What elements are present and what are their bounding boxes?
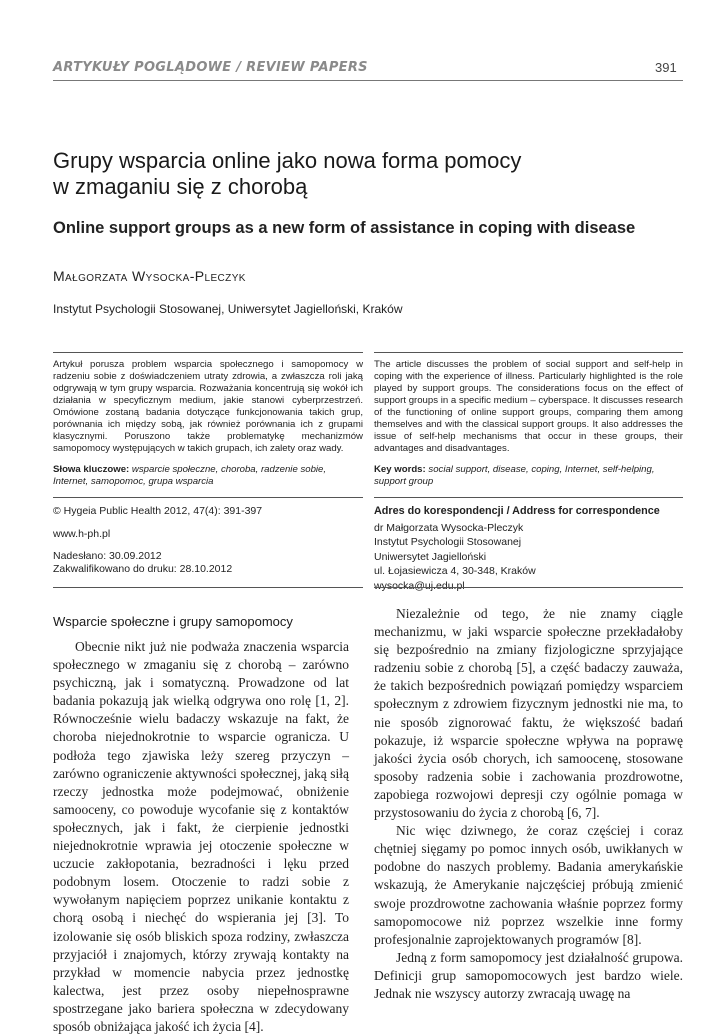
date-sent: Nadesłano: 30.09.2012 — [53, 550, 162, 562]
date-accepted: Zakwalifikowano do druku: 28.10.2012 — [53, 563, 233, 575]
keywords-en-list: social support, disease, coping, Internet, self-helping, support group — [374, 464, 655, 487]
body-column-left — [53, 638, 349, 1036]
correspondence-line: dr Małgorzata Wysocka-Pleczyk — [374, 522, 524, 534]
abstract-pl: Artykuł porusza problem wsparcia społecznego i samopomocy w radzeniu sobie z doświadczeniem utraty zdrowia, a zwłaszcza roli jaką odgrywają w tym grupy wsparcia. Rozważania koncentrują się wokół ich działania w specyficznym medium, jakie stanowi cyberprzestrzeń. Omówione zostaną badania dotyczące funkcjonowania takich grup, porównania ich między sobą, jak również porównania ich z grupami klasycznymi. Poruszono także problematykę mechanizmów samopomocy występujących w takich grupach, ich zalety oraz wady. — [53, 359, 363, 454]
body-paragraph: Jedną z form samopomocy jest działalność grupowa. Definicji grup samopomocowych jest bardzo wiele. Jednak nie wszyscy autorzy zwracają uwagę na — [374, 949, 683, 1001]
header-divider — [53, 80, 683, 81]
section-heading: Wsparcie społeczne i grupy samopomocy — [53, 614, 293, 629]
body-paragraph: Obecnie nikt już nie podważa znaczenia wsparcia społecznego w zmaganiu się z chorobą – zarówno psychiczną, jak i somatyczną. Prowadzone od lat badania pokazują jak wielką odgrywa ono rolę [1, 2]. Równocześnie wielu badaczy wskazuje na fakt, że choroba niejednokrotnie to wsparcie ogranicza. U podłoża tego zjawiska leży szereg przyczyn – zarówno ograniczenie aktywności społecznej, jaką siłą rzeczy jednostka może podejmować, obniżenie samooceny, co powoduje wycofanie się z kontaktów społecznych, jak i fakt, że cierpienie jednostki niejednokrotnie wprawia jej otoczenie społeczne w uczucie zakłopotania, bezradności i lęku przed podobnym losem. Otoczenie to radzi sobie z wywołanym napięciem poprzez unikanie kontaktu z chorą osobą i niechęć do wspierania jej [3]. To izolowanie się osób bliskich spoza rodziny, zwłaszcza przyjaciół i znajomych, którzy zrywają kontakty na przykład w momencie nabycia przez jednostkę kalectwa, jest przez osoby niepełnosprawne spostrzegane jako bariera społeczna w zdecydowany sposób obniżająca jakość ich życia [4]. — [53, 639, 349, 1034]
meta-bottom-rule-right — [374, 587, 683, 588]
article-title-en: Online support groups as a new form of assistance in coping with disease — [53, 219, 636, 237]
correspondence-line: Instytut Psychologii Stosowanej — [374, 536, 522, 549]
body-column-right — [374, 605, 683, 1003]
meta-bottom-rule-left — [53, 587, 363, 588]
keywords-pl-list: wsparcie społeczne, choroba, radzenie sobie, Internet, samopomoc, grupa wsparcia — [53, 464, 327, 487]
author-name: Małgorzata Wysocka-Pleczyk — [53, 268, 246, 284]
copyright-line: © Hygeia Public Health 2012, 47(4): 391-397 — [53, 505, 263, 517]
journal-url[interactable]: www.h-ph.pl — [53, 528, 111, 540]
body-paragraph: Niezależnie od tego, że nie znamy ciągle mechanizmu, w jaki wsparcie społeczne przekładałoby się bezpośrednio na zmiany fizjologiczne sprzyjające radzeniu sobie z chorobą [5], a część badaczy zauważa, że takich bezpośrednich powiązań pomiędzy wsparciem społecznym z zdrowiem fizycznym jednostki nie ma, to nie sposób zignorować faktu, że większość badań pokazuje, iż wsparcie społeczne wpływa na poprawę jakości życia osób chorych, ich samoocenę, stosowane sposoby radzenia sobie i zachowania prozdrowotne, zapobiega rozwojowi depresji czy ogólnie pomaga w przystosowaniu do życia z chorobą [6, 7]. — [374, 606, 683, 821]
correspondence-line: Uniwersytet Jagielloński — [374, 550, 487, 563]
keywords-en — [374, 464, 683, 488]
title-line-2: w zmaganiu się z chorobą — [53, 174, 308, 199]
meta-top-rule-left — [53, 497, 363, 498]
keywords-pl — [53, 464, 363, 488]
correspondence-line: ul. Łojasiewicza 4, 30-348, Kraków — [374, 565, 536, 578]
meta-top-rule-right — [374, 497, 683, 498]
keywords-en-label: Key words: — [374, 464, 426, 475]
correspondence-address — [374, 521, 536, 593]
abstract-top-rule-left — [53, 352, 363, 353]
article-title-pl — [53, 148, 693, 200]
body-paragraph: Nic więc dziwnego, że coraz częściej i coraz chętniej sięgamy po pomoc innych osób, uwikłanych w podobne do naszych problemy. Badania amerykańskie wskazują, że Amerykanie najczęściej próbują zmienić swoje prozdrowotne zachowania właśnie poprzez formy samopomocowe niż poprzez wszelkie inne formy profesjonalnie zaprojektowanych programów [8]. — [374, 823, 683, 947]
author-affiliation: Instytut Psychologii Stosowanej, Uniwersytet Jagielloński, Kraków — [53, 302, 403, 316]
page-number: 391 — [655, 60, 677, 75]
correspondence-title: Adres do korespondencji / Address for correspondence — [374, 505, 660, 517]
abstract-top-rule-right — [374, 352, 683, 353]
keywords-pl-label: Słowa kluczowe: — [53, 464, 130, 475]
title-line-1: Grupy wsparcia online jako nowa forma pomocy — [53, 148, 522, 173]
section-label: ARTYKUŁY POGLĄDOWE / REVIEW PAPERS — [53, 60, 368, 75]
abstract-en: The article discusses the problem of social support and self-help in coping with the experience of illness. Particularly highlighted is the role played by support groups. The considerations focus on the effect of support groups in a specific medium – cyberspace. It discusses research of the functioning of online support groups, comparing them among themselves and with the classical support groups. It also addresses the issue of self-help mechanisms that occur in these groups, their advantages and disadvantages. — [374, 359, 683, 454]
correspondence-email[interactable]: wysocka@uj.edu.pl — [374, 579, 465, 592]
